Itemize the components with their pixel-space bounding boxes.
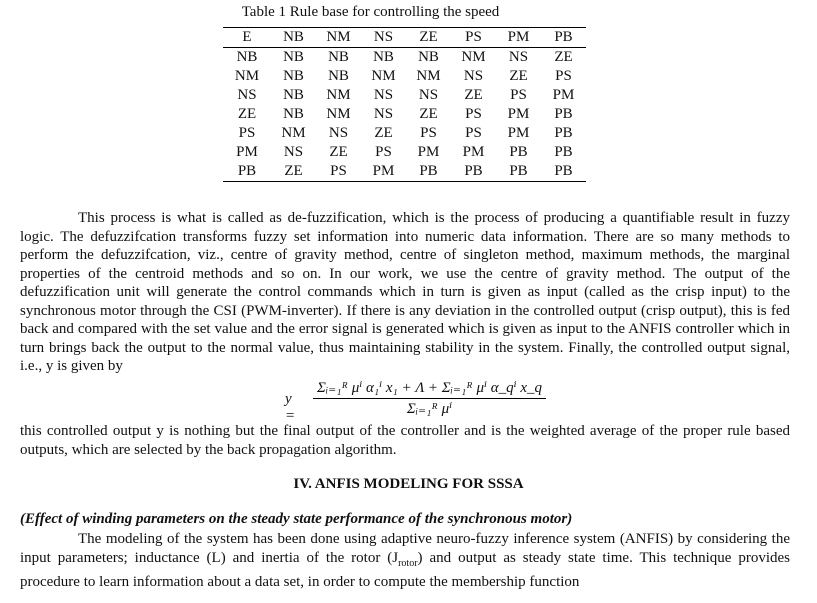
header-cell: PS — [451, 28, 496, 48]
table-cell: NS — [373, 106, 394, 122]
table-cell: PM — [507, 125, 530, 141]
section-heading: IV. ANFIS MODELING FOR SSSA — [293, 476, 524, 492]
table-cell: ZE — [419, 106, 438, 122]
paragraph-text-part2: ) and output as steady state time. This technique provides procedure to learn information about a data set, in order to compute the membership function — [20, 549, 790, 590]
table-cell: NM — [326, 106, 351, 122]
table-row — [223, 143, 586, 162]
table-cell: PB — [541, 162, 586, 182]
table-caption: Table 1 Rule base for controlling the speed — [241, 4, 500, 20]
table-cell: PB — [554, 144, 573, 160]
header-cell: E — [223, 28, 271, 48]
paragraph-text: This process is what is called as de-fuzzification, which is the process of producing a quantifiable result in fuzzy logic. The defuzzifcation transforms fuzzy set information into numeric data information. There are so many methods to perform the defuzzifcation, viz., centre of gravity method, centre of singleton method, maximum methods, the marginal properties of the centroid methods and so on. In our work, we use the centre of gravity method. The output of the defuzzification unit will generate the control commands which in turn is given as input (called as the crisp input) to the synchronous motor through the CSI (PWM-inverter). If there is any deviation in the controlled output (crisp output), this is fed back and compared with the set value and the error signal is generated which is given as input to the ANFIS controller which in turn brings back the output to the normal value, thus maintaining stability in the system. Finally, the controlled output signal, i.e., y is given by — [20, 210, 790, 374]
table-cell: PS — [316, 162, 361, 182]
table-cell: ZE — [554, 49, 573, 65]
table-cell: PM — [417, 144, 440, 160]
table-cell: NM — [461, 49, 486, 65]
table-cell: PB — [223, 162, 271, 182]
table-cell: NS — [373, 87, 394, 103]
table-cell: NS — [418, 87, 439, 103]
rule-base-table — [223, 27, 586, 182]
table-cell: ZE — [237, 106, 257, 122]
table-cell: PS — [510, 87, 527, 103]
table-cell: PB — [554, 125, 573, 141]
table-cell: NB — [418, 49, 439, 65]
table-cell: ZE — [509, 68, 528, 84]
table-cell: PS — [465, 125, 482, 141]
table-cell: PB — [554, 106, 573, 122]
table-row — [223, 86, 586, 105]
table-cell: NB — [283, 87, 304, 103]
table-row — [223, 48, 586, 68]
header-cell: ZE — [406, 28, 451, 48]
table-cell: PB — [496, 162, 541, 182]
table-header-row — [223, 28, 586, 48]
table-cell: PS — [420, 125, 437, 141]
paragraph-text-part1: The modeling of the system has been done using adaptive neuro-fuzzy inference system (ANFIS) by considering the input parameters; inductance (L) and inertia of the rotor (J — [20, 531, 790, 566]
table-cell: NB — [283, 68, 304, 84]
table-cell: NB — [283, 49, 304, 65]
table-row — [223, 105, 586, 124]
header-cell: NM — [316, 28, 361, 48]
table-cell: PM — [507, 106, 530, 122]
table-row — [223, 162, 586, 182]
equation-denominator: Σᵢ₌₁ᴿ μⁱ — [406, 401, 453, 417]
header-cell: PB — [541, 28, 586, 48]
table-cell: NB — [328, 49, 349, 65]
table-cell: NS — [328, 125, 349, 141]
table-cell: PM — [236, 144, 258, 160]
equation-fraction — [313, 378, 546, 419]
table-cell: NM — [416, 68, 441, 84]
table-cell: NB — [236, 49, 258, 65]
anfis-modeling-paragraph — [20, 530, 790, 592]
table-cell: NM — [234, 68, 260, 84]
rotor-subscript: rotor — [398, 557, 418, 569]
defuzzification-paragraph — [20, 209, 790, 376]
table-cell: PS — [375, 144, 392, 160]
table-cell: PM — [361, 162, 406, 182]
table-cell: PM — [462, 144, 485, 160]
table-cell: ZE — [464, 87, 483, 103]
table-cell: PB — [406, 162, 451, 182]
header-cell: NB — [271, 28, 316, 48]
header-cell: NS — [361, 28, 406, 48]
section-subheading: (Effect of winding parameters on the steady state performance of the synchronous motor) — [20, 511, 573, 527]
table-row — [223, 124, 586, 143]
table-cell: PM — [552, 87, 575, 103]
table-cell: NB — [328, 68, 349, 84]
table-cell: NS — [283, 144, 304, 160]
table-cell: PS — [555, 68, 572, 84]
table-cell: NM — [326, 87, 351, 103]
table-cell: NS — [508, 49, 529, 65]
table-cell: PB — [451, 162, 496, 182]
table-cell: NB — [283, 106, 304, 122]
table-cell: NM — [371, 68, 396, 84]
controlled-output-paragraph: this controlled output y is nothing but the final output of the controller and is the weighted average of the proper rule based outputs, which are selected by the back propagation algorithm. — [20, 423, 790, 458]
table-cell: NS — [463, 68, 484, 84]
equation-lhs: y = — [285, 391, 296, 424]
table-row — [223, 67, 586, 86]
table-cell: ZE — [271, 162, 316, 182]
table-cell: ZE — [329, 144, 348, 160]
equation-numerator: Σᵢ₌₁ᴿ μⁱ α₁ⁱ x₁ + Λ + Σᵢ₌₁ᴿ μⁱ α_qⁱ x_q — [313, 378, 546, 399]
table-cell: PB — [509, 144, 528, 160]
header-cell: PM — [496, 28, 541, 48]
table-cell: NB — [373, 49, 394, 65]
table-cell: NM — [281, 125, 306, 141]
table-cell: NS — [237, 87, 257, 103]
table-cell: ZE — [374, 125, 393, 141]
table-cell: PS — [465, 106, 482, 122]
table-cell: PS — [238, 125, 256, 141]
